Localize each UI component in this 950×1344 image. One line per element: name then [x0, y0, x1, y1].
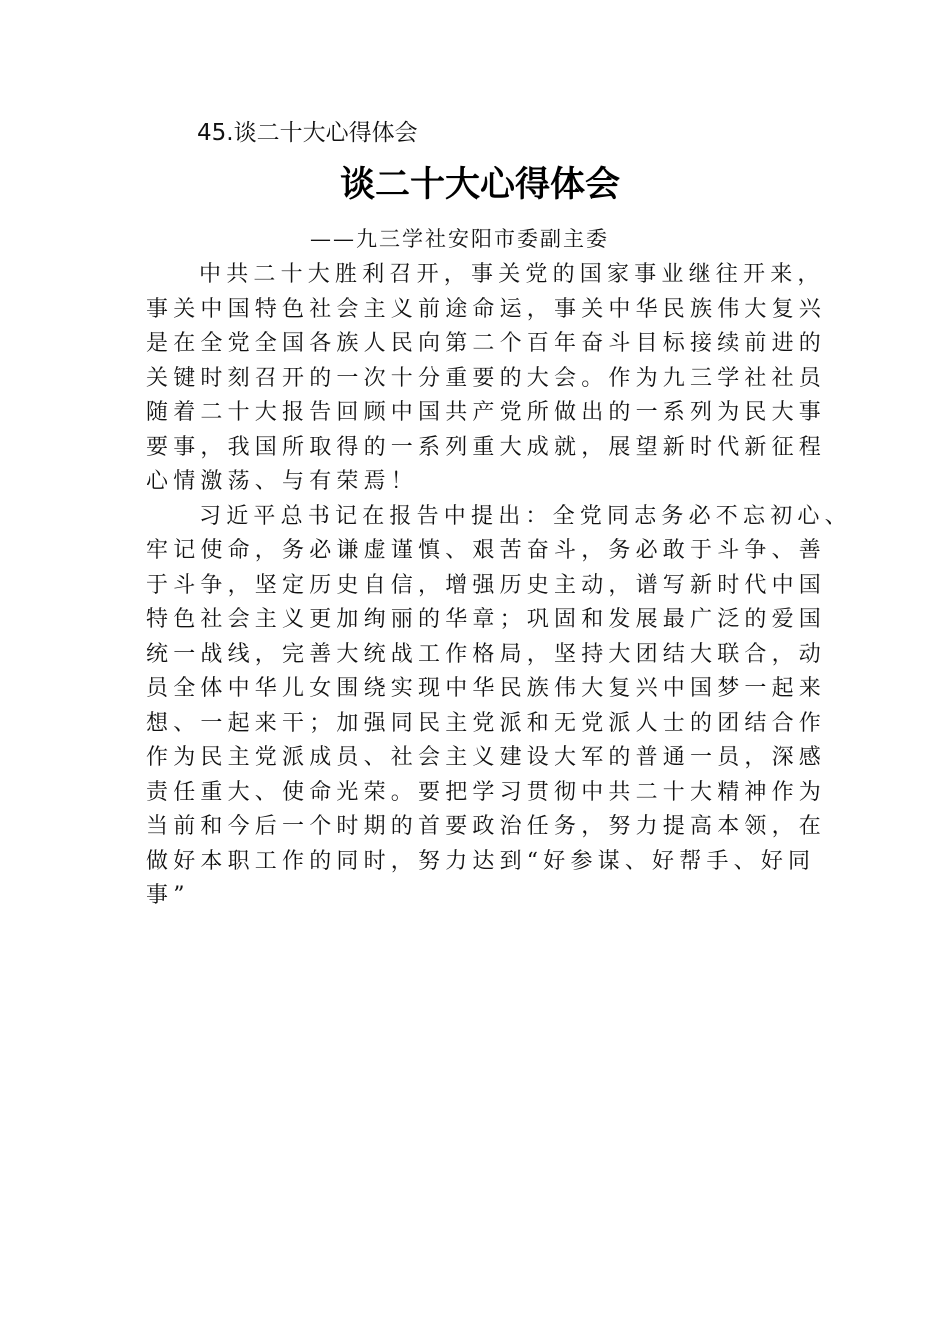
text-line: 是在全党全国各族人民向第二个百年奋斗目标接续前进的	[146, 331, 827, 356]
text-line: 于斗争，坚定历史自信，增强历史主动，谱写新时代中国	[146, 572, 827, 598]
document-number-heading: 45.谈二十大心得体会	[197, 120, 418, 146]
text-line: 特色社会主义更加绚丽的华章；巩固和发展最广泛的爱国	[146, 607, 827, 632]
text-line: 随着二十大报告回顾中国共产党所做出的一系列为民大事	[146, 400, 827, 425]
text-line: 牢记使命，务必谦虚谨慎、艰苦奋斗，务必敢于斗争、善	[146, 538, 827, 563]
text-line: 责任重大、使命光荣。要把学习贯彻中共二十大精神作为	[146, 779, 827, 805]
paragraph-1	[146, 258, 826, 500]
text-line: 作为民主党派成员、社会主义建设大军的普通一员，深感	[146, 745, 827, 770]
text-line: 事”	[146, 883, 190, 908]
text-line: 当前和今后一个时期的首要政治任务，努力提高本领，在	[146, 814, 827, 839]
text-line: 员全体中华儿女围绕实现中华民族伟大复兴中国梦一起来	[146, 676, 827, 701]
author-subtitle: ——九三学社安阳市委副主委	[310, 227, 609, 251]
text-line: 中共二十大胜利召开，事关党的国家事业继往开来，	[199, 262, 825, 287]
text-line: 统一战线，完善大统战工作格局，坚持大团结大联合，动	[146, 641, 827, 667]
text-line: 习近平总书记在报告中提出：全党同志务必不忘初心、	[199, 503, 852, 529]
text-line: 关键时刻召开的一次十分重要的大会。作为九三学社社员	[146, 365, 827, 391]
text-line: 想、一起来干；加强同民主党派和无党派人士的团结合作	[146, 710, 827, 736]
text-line: 事关中国特色社会主义前途命运，事关中华民族伟大复兴	[146, 296, 827, 322]
text-line: 做好本职工作的同时，努力达到“好参谋、好帮手、好同	[146, 848, 816, 874]
paragraph-2	[146, 500, 852, 914]
document-title: 谈二十大心得体会	[339, 164, 620, 205]
text-line: 要事，我国所取得的一系列重大成就，展望新时代新征程	[146, 434, 827, 460]
body-text	[146, 258, 852, 914]
text-line: 心情激荡、与有荣焉！	[146, 469, 419, 494]
